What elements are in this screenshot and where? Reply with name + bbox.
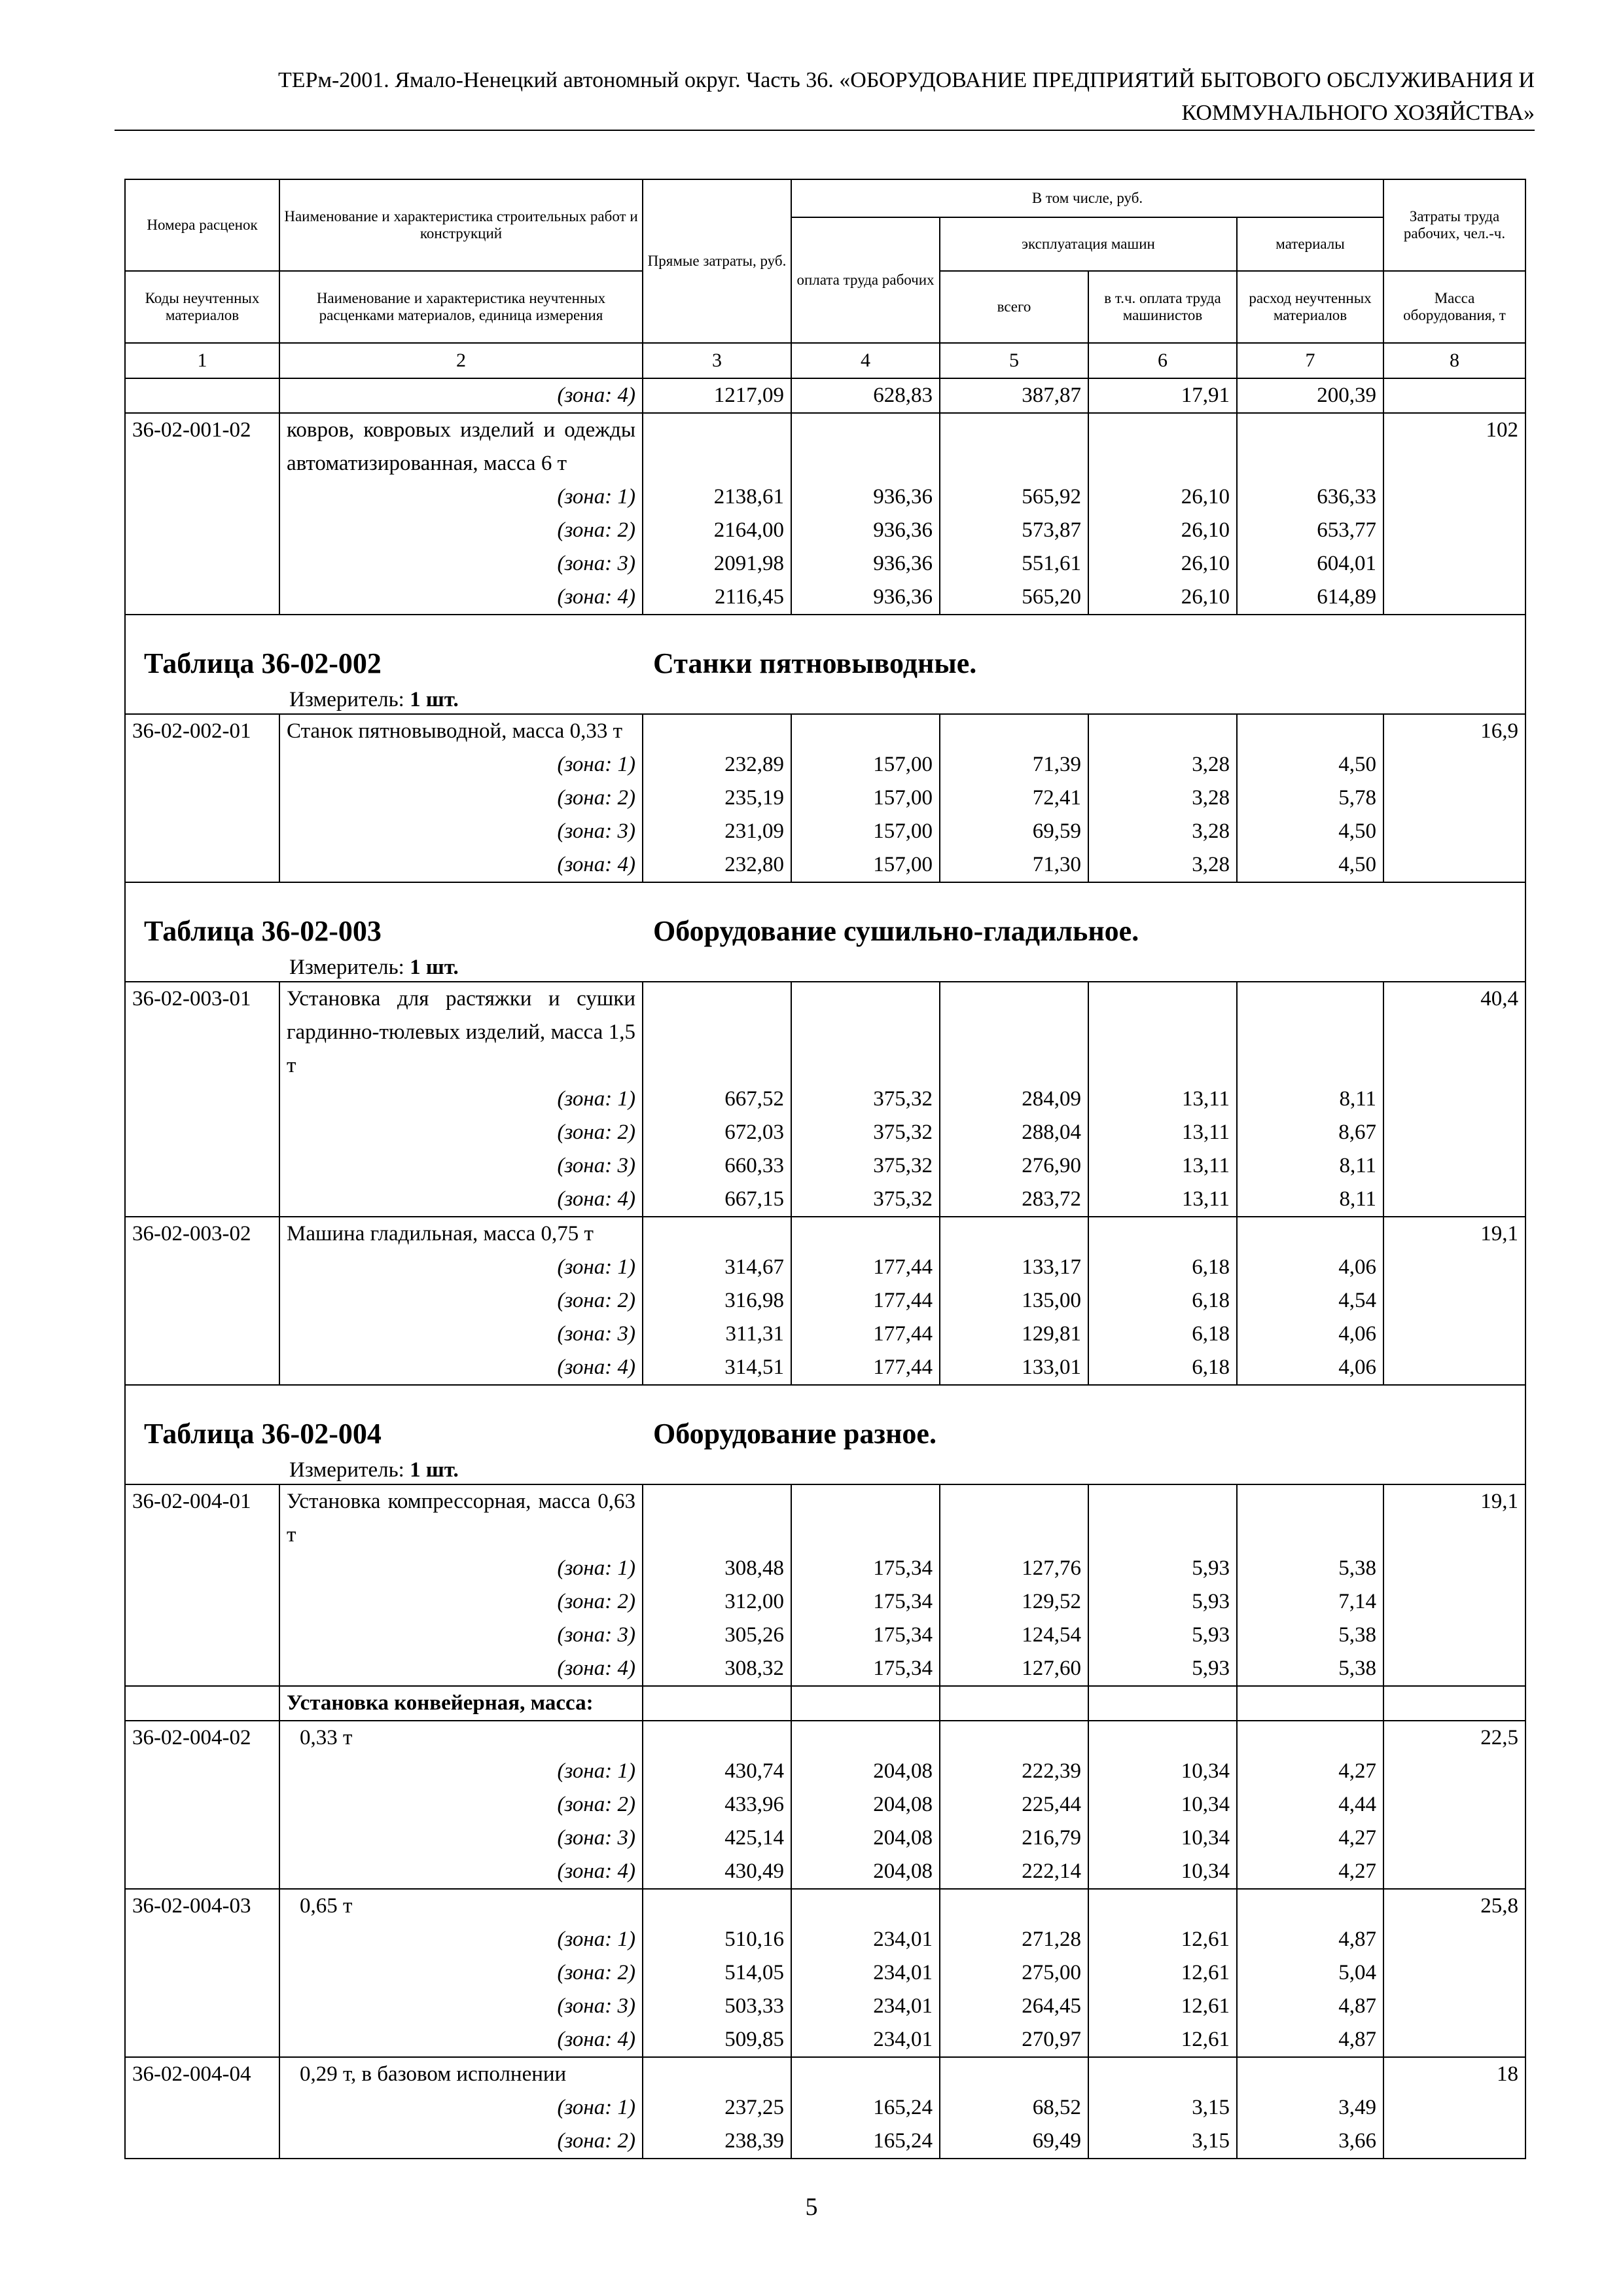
operator-pay-cell: 5,93 (1088, 1619, 1237, 1652)
worker-pay-cell: 936,36 (791, 547, 940, 581)
machine-total-cell: 71,39 (940, 748, 1088, 781)
direct-cost-cell: 316,98 (643, 1284, 791, 1318)
materials-cell: 7,14 (1237, 1585, 1383, 1619)
table-row (125, 413, 1525, 480)
direct-cost-cell: 667,15 (643, 1183, 791, 1217)
col-number: 4 (791, 343, 940, 378)
head-machine-ops: эксплуатация машин (940, 217, 1237, 271)
head-worker-pay: оплата труда рабочих (791, 217, 940, 343)
direct-cost-cell: 425,14 (643, 1821, 791, 1855)
machine-total-cell: 270,97 (940, 2023, 1088, 2057)
worker-pay-cell: 628,83 (791, 378, 940, 413)
labor-cell: 22,5 (1383, 1721, 1525, 1755)
table-name: Оборудование сушильно-гладильное. (653, 915, 1139, 947)
table-title: Таблица 36-02-002 (144, 647, 382, 679)
rate-code: 36-02-004-03 (125, 1889, 279, 1923)
worker-pay-cell: 375,32 (791, 1083, 940, 1116)
machine-total-cell: 387,87 (940, 378, 1088, 413)
zone-label: (зона: 3) (279, 1318, 643, 1351)
direct-cost-cell: 235,19 (643, 781, 791, 815)
materials-cell: 4,06 (1237, 1351, 1383, 1385)
head-equipment-mass: Масса оборудования, т (1383, 271, 1525, 343)
operator-pay-cell: 6,18 (1088, 1284, 1237, 1318)
materials-cell: 636,33 (1237, 480, 1383, 514)
table-row (125, 1083, 1525, 1116)
zone-label: (зона: 1) (279, 748, 643, 781)
table-row (125, 1821, 1525, 1855)
materials-cell: 4,27 (1237, 1755, 1383, 1788)
operator-pay-cell: 13,11 (1088, 1116, 1237, 1149)
zone-label: (зона: 1) (279, 1083, 643, 1116)
zone-label: (зона: 2) (279, 2125, 643, 2159)
head-material-codes: Коды неучтенных материалов (125, 271, 279, 343)
table-title: Таблица 36-02-003 (144, 915, 382, 947)
operator-pay-cell: 5,93 (1088, 1652, 1237, 1686)
materials-cell: 5,38 (1237, 1619, 1383, 1652)
materials-cell: 5,04 (1237, 1956, 1383, 1990)
zone-label: (зона: 4) (279, 1855, 643, 1889)
zone-label: (зона: 4) (279, 378, 643, 413)
labor-cell: 18 (1383, 2057, 1525, 2091)
machine-total-cell: 222,14 (940, 1855, 1088, 1889)
machine-total-cell: 225,44 (940, 1788, 1088, 1821)
machine-total-cell: 68,52 (940, 2091, 1088, 2125)
rate-code: 36-02-004-04 (125, 2057, 279, 2091)
direct-cost-cell: 514,05 (643, 1956, 791, 1990)
materials-cell: 5,78 (1237, 781, 1383, 815)
operator-pay-cell: 3,28 (1088, 781, 1237, 815)
direct-cost-cell: 1217,09 (643, 378, 791, 413)
table-row (125, 480, 1525, 514)
operator-pay-cell: 6,18 (1088, 1351, 1237, 1385)
head-labor-cost: Затраты труда рабочих, чел.-ч. (1383, 179, 1525, 271)
table-meter: Измеритель: 1 шт. (289, 956, 459, 979)
table-section-header (125, 1385, 1525, 1484)
head-operator-pay: в т.ч. оплата труда машинистов (1088, 271, 1237, 343)
worker-pay-cell: 177,44 (791, 1318, 940, 1351)
direct-cost-cell: 305,26 (643, 1619, 791, 1652)
table-row (125, 1351, 1525, 1385)
materials-cell: 4,50 (1237, 848, 1383, 882)
rates-table (124, 179, 1526, 2159)
zone-label: (зона: 2) (279, 1585, 643, 1619)
machine-total-cell: 129,81 (940, 1318, 1088, 1351)
operator-pay-cell: 6,18 (1088, 1318, 1237, 1351)
table-meter: Измеритель: 1 шт. (289, 688, 459, 711)
machine-total-cell: 283,72 (940, 1183, 1088, 1217)
operator-pay-cell: 3,28 (1088, 748, 1237, 781)
machine-total-cell: 573,87 (940, 514, 1088, 547)
zone-label: (зона: 4) (279, 1351, 643, 1385)
materials-cell: 8,11 (1237, 1083, 1383, 1116)
zone-label: (зона: 2) (279, 781, 643, 815)
table-row (125, 781, 1525, 815)
worker-pay-cell: 157,00 (791, 848, 940, 882)
table-row (125, 1116, 1525, 1149)
operator-pay-cell: 5,93 (1088, 1552, 1237, 1585)
worker-pay-cell: 165,24 (791, 2125, 940, 2159)
head-unaccounted-materials: расход неучтенных материалов (1237, 271, 1383, 343)
operator-pay-cell: 12,61 (1088, 1956, 1237, 1990)
materials-cell: 4,06 (1237, 1251, 1383, 1284)
rate-code: 36-02-004-02 (125, 1721, 279, 1755)
zone-label: (зона: 1) (279, 1552, 643, 1585)
head-material-name: Наименование и характеристика неучтенных расценками материалов, единица измерения (279, 271, 643, 343)
table-row (125, 1149, 1525, 1183)
table-row (125, 982, 1525, 1083)
zone-label: (зона: 1) (279, 1251, 643, 1284)
zone-label: (зона: 4) (279, 581, 643, 615)
table-row (125, 1990, 1525, 2023)
rate-description: Установка для растяжки и сушки гардинно-тюлевых изделий, масса 1,5 т (279, 982, 643, 1083)
machine-total-cell: 216,79 (940, 1821, 1088, 1855)
zone-label: (зона: 2) (279, 1956, 643, 1990)
machine-total-cell: 275,00 (940, 1956, 1088, 1990)
machine-total-cell: 133,01 (940, 1351, 1088, 1385)
machine-total-cell: 71,30 (940, 848, 1088, 882)
zone-label: (зона: 4) (279, 848, 643, 882)
operator-pay-cell: 10,34 (1088, 1755, 1237, 1788)
materials-cell: 4,27 (1237, 1821, 1383, 1855)
operator-pay-cell: 26,10 (1088, 514, 1237, 547)
labor-cell: 19,1 (1383, 1217, 1525, 1251)
machine-total-cell: 222,39 (940, 1755, 1088, 1788)
table-row (125, 1889, 1525, 1923)
worker-pay-cell: 177,44 (791, 1351, 940, 1385)
direct-cost-cell: 232,89 (643, 748, 791, 781)
col-number: 8 (1383, 343, 1525, 378)
col-number: 1 (125, 343, 279, 378)
table-row (125, 1855, 1525, 1889)
table-row (125, 2091, 1525, 2125)
table-row (125, 1619, 1525, 1652)
materials-cell: 8,67 (1237, 1116, 1383, 1149)
materials-cell: 4,44 (1237, 1788, 1383, 1821)
table-row (125, 1652, 1525, 1686)
rate-code: 36-02-001-02 (125, 413, 279, 480)
rate-description: Станок пятновыводной, масса 0,33 т (279, 714, 643, 748)
operator-pay-cell: 10,34 (1088, 1788, 1237, 1821)
table-row (125, 378, 1525, 413)
header-rule (115, 130, 1535, 131)
machine-total-cell: 264,45 (940, 1990, 1088, 2023)
table-row (125, 1251, 1525, 1284)
machine-total-cell: 69,59 (940, 815, 1088, 848)
header-line-2: КОММУНАЛЬНОГО ХОЗЯЙСТВА» (1181, 101, 1535, 125)
operator-pay-cell: 3,28 (1088, 848, 1237, 882)
direct-cost-cell: 2116,45 (643, 581, 791, 615)
labor-cell: 25,8 (1383, 1889, 1525, 1923)
zone-label: (зона: 2) (279, 1116, 643, 1149)
group-title: Установка конвейерная, масса: (279, 1686, 643, 1721)
worker-pay-cell: 175,34 (791, 1652, 940, 1686)
worker-pay-cell: 165,24 (791, 2091, 940, 2125)
table-row (125, 2125, 1525, 2159)
materials-cell: 200,39 (1237, 378, 1383, 413)
rate-code: 36-02-003-02 (125, 1217, 279, 1251)
page-number: 5 (805, 2193, 818, 2221)
table-row (125, 815, 1525, 848)
operator-pay-cell: 13,11 (1088, 1183, 1237, 1217)
machine-total-cell: 124,54 (940, 1619, 1088, 1652)
worker-pay-cell: 175,34 (791, 1619, 940, 1652)
operator-pay-cell: 17,91 (1088, 378, 1237, 413)
direct-cost-cell: 2091,98 (643, 547, 791, 581)
materials-cell: 4,54 (1237, 1284, 1383, 1318)
materials-cell: 5,38 (1237, 1652, 1383, 1686)
materials-cell: 4,87 (1237, 1923, 1383, 1956)
direct-cost-cell: 2138,61 (643, 480, 791, 514)
group-title-row (125, 1686, 1525, 1721)
zone-label: (зона: 3) (279, 815, 643, 848)
rate-description: 0,65 т (279, 1889, 643, 1923)
operator-pay-cell: 5,93 (1088, 1585, 1237, 1619)
header-line-1: ТЕРм-2001. Ямало-Ненецкий автономный округ. Часть 36. «ОБОРУДОВАНИЕ ПРЕДПРИЯТИЙ БЫТОВОГО ОБСЛУЖИВАНИЯ И (278, 68, 1535, 92)
zone-label: (зона: 2) (279, 514, 643, 547)
worker-pay-cell: 204,08 (791, 1788, 940, 1821)
worker-pay-cell: 936,36 (791, 581, 940, 615)
table-row (125, 1956, 1525, 1990)
machine-total-cell: 72,41 (940, 781, 1088, 815)
head-work-name: Наименование и характеристика строительных работ и конструкций (279, 179, 643, 271)
worker-pay-cell: 175,34 (791, 1585, 940, 1619)
table-row (125, 1318, 1525, 1351)
materials-cell: 3,66 (1237, 2125, 1383, 2159)
operator-pay-cell: 10,34 (1088, 1821, 1237, 1855)
operator-pay-cell: 26,10 (1088, 581, 1237, 615)
worker-pay-cell: 936,36 (791, 480, 940, 514)
page-header (115, 64, 1535, 130)
operator-pay-cell: 13,11 (1088, 1083, 1237, 1116)
direct-cost-cell: 237,25 (643, 2091, 791, 2125)
head-rate-numbers: Номера расценок (125, 179, 279, 271)
col-number: 5 (940, 343, 1088, 378)
table-row (125, 1721, 1525, 1755)
direct-cost-cell: 430,49 (643, 1855, 791, 1889)
table-row (125, 748, 1525, 781)
table-row (125, 1923, 1525, 1956)
labor-cell: 16,9 (1383, 714, 1525, 748)
zone-label: (зона: 4) (279, 2023, 643, 2057)
direct-cost-cell: 433,96 (643, 1788, 791, 1821)
table-name: Оборудование разное. (653, 1418, 936, 1450)
materials-cell: 4,50 (1237, 748, 1383, 781)
zone-label: (зона: 3) (279, 1990, 643, 2023)
operator-pay-cell: 6,18 (1088, 1251, 1237, 1284)
materials-cell: 4,50 (1237, 815, 1383, 848)
labor-cell: 40,4 (1383, 982, 1525, 1083)
direct-cost-cell: 314,67 (643, 1251, 791, 1284)
zone-label: (зона: 3) (279, 547, 643, 581)
zone-label: (зона: 3) (279, 1821, 643, 1855)
zone-label: (зона: 2) (279, 1788, 643, 1821)
worker-pay-cell: 157,00 (791, 748, 940, 781)
head-total: всего (940, 271, 1088, 343)
direct-cost-cell: 314,51 (643, 1351, 791, 1385)
materials-cell: 5,38 (1237, 1552, 1383, 1585)
rate-description: 0,33 т (279, 1721, 643, 1755)
operator-pay-cell: 10,34 (1088, 1855, 1237, 1889)
table-row (125, 1552, 1525, 1585)
worker-pay-cell: 157,00 (791, 781, 940, 815)
table-row (125, 2057, 1525, 2091)
worker-pay-cell: 375,32 (791, 1116, 940, 1149)
operator-pay-cell: 13,11 (1088, 1149, 1237, 1183)
machine-total-cell: 129,52 (940, 1585, 1088, 1619)
materials-cell: 4,27 (1237, 1855, 1383, 1889)
worker-pay-cell: 375,32 (791, 1149, 940, 1183)
direct-cost-cell: 308,48 (643, 1552, 791, 1585)
col-number: 3 (643, 343, 791, 378)
zone-label: (зона: 1) (279, 1755, 643, 1788)
direct-cost-cell: 232,80 (643, 848, 791, 882)
materials-cell: 604,01 (1237, 547, 1383, 581)
worker-pay-cell: 234,01 (791, 1990, 940, 2023)
direct-cost-cell: 509,85 (643, 2023, 791, 2057)
direct-cost-cell: 312,00 (643, 1585, 791, 1619)
direct-cost-cell: 430,74 (643, 1755, 791, 1788)
worker-pay-cell: 234,01 (791, 1956, 940, 1990)
machine-total-cell: 288,04 (940, 1116, 1088, 1149)
table-row (125, 1217, 1525, 1251)
zone-label: (зона: 3) (279, 1149, 643, 1183)
table-row (125, 514, 1525, 547)
worker-pay-cell: 234,01 (791, 1923, 940, 1956)
machine-total-cell: 127,60 (940, 1652, 1088, 1686)
direct-cost-cell: 672,03 (643, 1116, 791, 1149)
labor-cell: 102 (1383, 413, 1525, 480)
materials-cell: 4,87 (1237, 2023, 1383, 2057)
table-row (125, 547, 1525, 581)
direct-cost-cell: 2164,00 (643, 514, 791, 547)
labor-cell: 19,1 (1383, 1484, 1525, 1552)
table-row (125, 1183, 1525, 1217)
col-number: 7 (1237, 343, 1383, 378)
worker-pay-cell: 204,08 (791, 1855, 940, 1889)
worker-pay-cell: 204,08 (791, 1821, 940, 1855)
rate-code: 36-02-004-01 (125, 1484, 279, 1552)
rate-description: 0,29 т, в базовом исполнении (279, 2057, 643, 2091)
rate-description: Машина гладильная, масса 0,75 т (279, 1217, 643, 1251)
table-row (125, 581, 1525, 615)
rate-description: Установка компрессорная, масса 0,63 т (279, 1484, 643, 1552)
materials-cell: 3,49 (1237, 2091, 1383, 2125)
direct-cost-cell: 503,33 (643, 1990, 791, 2023)
worker-pay-cell: 157,00 (791, 815, 940, 848)
materials-cell: 4,87 (1237, 1990, 1383, 2023)
machine-total-cell: 69,49 (940, 2125, 1088, 2159)
operator-pay-cell: 12,61 (1088, 2023, 1237, 2057)
table-row (125, 2023, 1525, 2057)
direct-cost-cell: 311,31 (643, 1318, 791, 1351)
table-row (125, 848, 1525, 882)
machine-total-cell: 271,28 (940, 1923, 1088, 1956)
table-row (125, 714, 1525, 748)
machine-total-cell: 284,09 (940, 1083, 1088, 1116)
machine-total-cell: 565,92 (940, 480, 1088, 514)
machine-total-cell: 276,90 (940, 1149, 1088, 1183)
zone-label: (зона: 1) (279, 2091, 643, 2125)
rate-code: 36-02-003-01 (125, 982, 279, 1083)
materials-cell: 8,11 (1237, 1183, 1383, 1217)
worker-pay-cell: 177,44 (791, 1284, 940, 1318)
operator-pay-cell: 12,61 (1088, 1990, 1237, 2023)
rate-code: 36-02-002-01 (125, 714, 279, 748)
operator-pay-cell: 26,10 (1088, 480, 1237, 514)
table-name: Станки пятновыводные. (653, 647, 977, 679)
machine-total-cell: 135,00 (940, 1284, 1088, 1318)
direct-cost-cell: 238,39 (643, 2125, 791, 2159)
worker-pay-cell: 177,44 (791, 1251, 940, 1284)
table-row (125, 1788, 1525, 1821)
operator-pay-cell: 12,61 (1088, 1923, 1237, 1956)
table-section-header (125, 882, 1525, 982)
operator-pay-cell: 3,15 (1088, 2091, 1237, 2125)
direct-cost-cell: 667,52 (643, 1083, 791, 1116)
worker-pay-cell: 936,36 (791, 514, 940, 547)
table-row (125, 1585, 1525, 1619)
worker-pay-cell: 175,34 (791, 1552, 940, 1585)
machine-total-cell: 127,76 (940, 1552, 1088, 1585)
zone-label: (зона: 1) (279, 1923, 643, 1956)
direct-cost-cell: 660,33 (643, 1149, 791, 1183)
table-row (125, 1484, 1525, 1552)
worker-pay-cell: 204,08 (791, 1755, 940, 1788)
head-in-total: В том числе, руб. (791, 179, 1383, 217)
operator-pay-cell: 3,15 (1088, 2125, 1237, 2159)
zone-label: (зона: 3) (279, 1619, 643, 1652)
rate-description: ковров, ковровых изделий и одежды автоматизированная, масса 6 т (279, 413, 643, 480)
table-section-header (125, 615, 1525, 714)
machine-total-cell: 133,17 (940, 1251, 1088, 1284)
table-row (125, 1284, 1525, 1318)
worker-pay-cell: 375,32 (791, 1183, 940, 1217)
materials-cell: 614,89 (1237, 581, 1383, 615)
col-number: 2 (279, 343, 643, 378)
machine-total-cell: 551,61 (940, 547, 1088, 581)
zone-label: (зона: 4) (279, 1652, 643, 1686)
zone-label: (зона: 2) (279, 1284, 643, 1318)
direct-cost-cell: 308,32 (643, 1652, 791, 1686)
operator-pay-cell: 26,10 (1088, 547, 1237, 581)
table-row (125, 1755, 1525, 1788)
materials-cell: 4,06 (1237, 1318, 1383, 1351)
col-number: 6 (1088, 343, 1237, 378)
table-head (125, 179, 1525, 378)
zone-label: (зона: 1) (279, 480, 643, 514)
machine-total-cell: 565,20 (940, 581, 1088, 615)
head-direct-costs: Прямые затраты, руб. (643, 179, 791, 343)
worker-pay-cell: 234,01 (791, 2023, 940, 2057)
materials-cell: 653,77 (1237, 514, 1383, 547)
head-materials: материалы (1237, 217, 1383, 271)
table-body (125, 378, 1525, 2159)
zone-label: (зона: 4) (279, 1183, 643, 1217)
direct-cost-cell: 510,16 (643, 1923, 791, 1956)
operator-pay-cell: 3,28 (1088, 815, 1237, 848)
direct-cost-cell: 231,09 (643, 815, 791, 848)
table-title: Таблица 36-02-004 (144, 1418, 382, 1450)
table-meter: Измеритель: 1 шт. (289, 1458, 459, 1482)
materials-cell: 8,11 (1237, 1149, 1383, 1183)
